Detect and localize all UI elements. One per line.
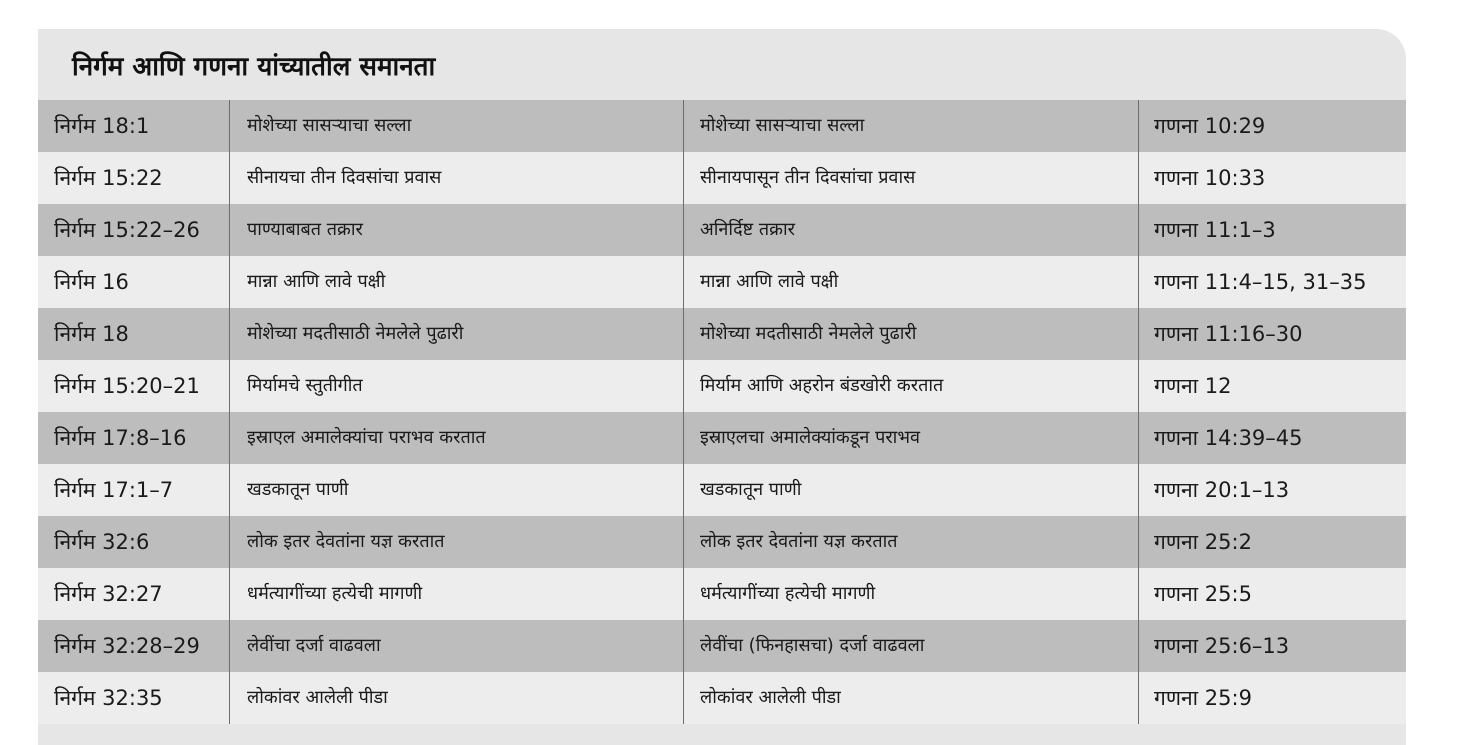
numbers-event: खडकातून पाणी	[700, 479, 802, 500]
exodus-event: इस्राएल अमालेक्यांचा पराभव करतात	[247, 427, 486, 448]
exodus-reference: निर्गम 17:8–16	[54, 426, 187, 450]
numbers-reference: गणना 10:29	[1154, 114, 1266, 138]
numbers-event: लोक इतर देवतांना यज्ञ करतात	[700, 531, 898, 552]
numbers-event: मान्ना आणि लावे पक्षी	[700, 271, 839, 292]
numbers-event: सीनायपासून तीन दिवसांचा प्रवास	[700, 167, 916, 188]
table-row	[38, 568, 1406, 620]
exodus-event: मिर्यामचे स्तुतीगीत	[247, 375, 363, 396]
numbers-reference: गणना 11:1–3	[1154, 218, 1276, 242]
numbers-reference: गणना 11:4–15, 31–35	[1154, 270, 1367, 294]
table-row	[38, 672, 1406, 724]
exodus-reference: निर्गम 18:1	[54, 114, 150, 138]
exodus-reference: निर्गम 32:27	[54, 582, 163, 606]
exodus-event: मोशेच्या मदतीसाठी नेमलेले पुढारी	[247, 323, 464, 344]
column-divider	[683, 100, 684, 724]
exodus-reference: निर्गम 32:28–29	[54, 634, 200, 658]
column-divider	[1138, 100, 1139, 724]
numbers-event: लोकांवर आलेली पीडा	[700, 687, 841, 708]
numbers-event: धर्मत्यागींच्या हत्येची मागणी	[700, 583, 876, 604]
numbers-reference: गणना 25:5	[1154, 582, 1252, 606]
exodus-reference: निर्गम 17:1–7	[54, 478, 174, 502]
exodus-event: मान्ना आणि लावे पक्षी	[247, 271, 386, 292]
exodus-reference: निर्गम 15:20–21	[54, 374, 200, 398]
exodus-event: धर्मत्यागींच्या हत्येची मागणी	[247, 583, 423, 604]
numbers-reference: गणना 11:16–30	[1154, 322, 1303, 346]
numbers-reference: गणना 10:33	[1154, 166, 1266, 190]
comparison-table	[38, 100, 1406, 724]
table-row	[38, 308, 1406, 360]
numbers-event: लेवींचा (फिनहासचा) दर्जा वाढवला	[700, 635, 925, 656]
exodus-reference: निर्गम 16	[54, 270, 129, 294]
table-row	[38, 516, 1406, 568]
table-row	[38, 412, 1406, 464]
table-row	[38, 152, 1406, 204]
exodus-event: सीनायचा तीन दिवसांचा प्रवास	[247, 167, 442, 188]
column-divider	[229, 100, 230, 724]
table-row	[38, 204, 1406, 256]
exodus-reference: निर्गम 15:22	[54, 166, 163, 190]
exodus-event: खडकातून पाणी	[247, 479, 349, 500]
numbers-event: मोशेच्या सासऱ्याचा सल्ला	[700, 115, 865, 136]
numbers-reference: गणना 14:39–45	[1154, 426, 1303, 450]
numbers-reference: गणना 25:6–13	[1154, 634, 1290, 658]
exodus-event: लेवींचा दर्जा वाढवला	[247, 635, 381, 656]
numbers-event: मोशेच्या मदतीसाठी नेमलेले पुढारी	[700, 323, 917, 344]
exodus-event: पाण्याबाबत तक्रार	[247, 219, 363, 240]
comparison-panel	[38, 29, 1406, 745]
numbers-reference: गणना 20:1–13	[1154, 478, 1290, 502]
table-row	[38, 464, 1406, 516]
numbers-reference: गणना 25:2	[1154, 530, 1252, 554]
table-row	[38, 620, 1406, 672]
exodus-reference: निर्गम 32:6	[54, 530, 150, 554]
table-row	[38, 256, 1406, 308]
exodus-event: लोकांवर आलेली पीडा	[247, 687, 388, 708]
page-title: निर्गम आणि गणना यांच्यातील समानता	[72, 52, 436, 82]
table-row	[38, 100, 1406, 152]
table-row	[38, 360, 1406, 412]
numbers-reference: गणना 12	[1154, 374, 1232, 398]
exodus-event: मोशेच्या सासऱ्याचा सल्ला	[247, 115, 412, 136]
exodus-event: लोक इतर देवतांना यज्ञ करतात	[247, 531, 445, 552]
numbers-event: अनिर्दिष्ट तक्रार	[700, 219, 795, 240]
exodus-reference: निर्गम 18	[54, 322, 129, 346]
numbers-event: मिर्याम आणि अहरोन बंडखोरी करतात	[700, 375, 944, 396]
numbers-reference: गणना 25:9	[1154, 686, 1252, 710]
exodus-reference: निर्गम 32:35	[54, 686, 163, 710]
numbers-event: इस्राएलचा अमालेक्यांकडून पराभव	[700, 427, 921, 448]
exodus-reference: निर्गम 15:22–26	[54, 218, 200, 242]
